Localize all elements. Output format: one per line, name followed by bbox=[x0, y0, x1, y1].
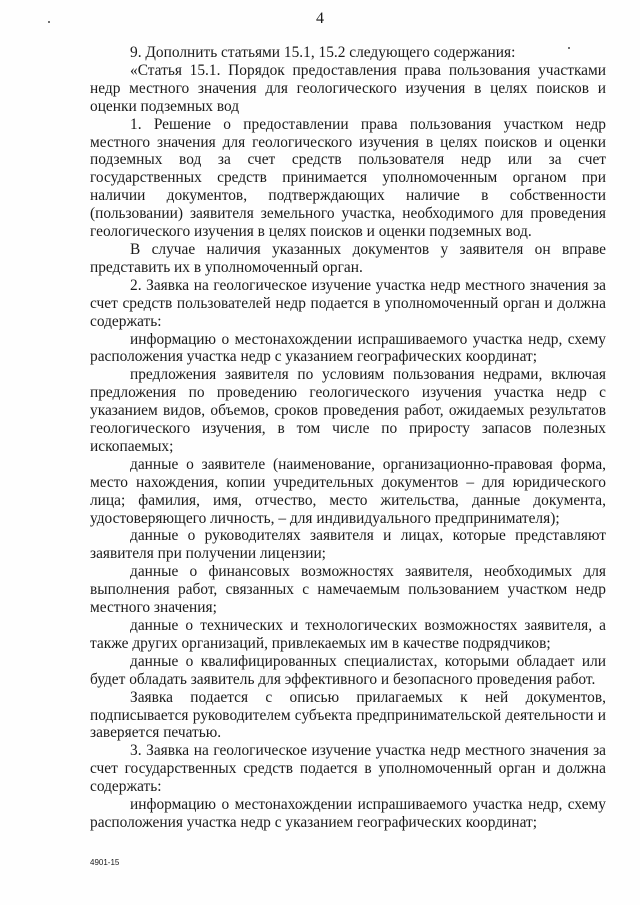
paragraph-managers-data: данные о руководителях заявителя и лицах, которые представляют заявителя при получении лицензии; bbox=[90, 527, 606, 563]
document-code: 4901-15 bbox=[90, 858, 120, 867]
paragraph-financial-data: данные о финансовых возможностях заявителя, необходимых для выполнения работ, связанных с намечаемым пользованием участком недр местного значения; bbox=[90, 563, 606, 617]
paragraph-technical-data: данные о технических и технологических возможностях заявителя, а также других организаций, привлекаемых им в качестве подрядчиков; bbox=[90, 617, 606, 652]
paragraph-applicant-data: данные о заявителе (наименование, организационно-правовая форма, место нахождения, копии учредительных документов – для юридического лица; фамилия, имя, отчество, место жительства, данные документа, удостоверяющего личность, – для индивидуального предпринимателя); bbox=[90, 455, 606, 527]
paragraph-proposals: предложения заявителя по условиям пользования недрами, включая предложения по проведению геологического изучения участка недр с указанием видов, объемов, сроков проведения работ, ожидаемых результатов геологического изучения, в том числе по приросту запасов полезных ископаемых; bbox=[90, 366, 606, 455]
paragraph-location-info-2: информацию о местонахождении испрашиваемого участка недр, схему расположения участка недр с указанием географических координат; bbox=[90, 796, 606, 831]
paragraph-article-title: «Статья 15.1. Порядок предоставления права пользования участками недр местного значения для геологического изучения в целях поисков и оценки подземных вод bbox=[90, 61, 606, 115]
scan-speck bbox=[568, 47, 570, 49]
paragraph-amendment-intro: 9. Дополнить статьями 15.1, 15.2 следующего содержания: bbox=[130, 44, 516, 61]
page-number: 4 bbox=[316, 10, 324, 27]
paragraph-location-info: информацию о местонахождении испрашиваемого участка недр, схему расположения участка недр с указанием географических координат; bbox=[90, 330, 606, 366]
paragraph-application-inventory: Заявка подается с описью прилагаемых к ней документов, подписывается руководителем субъекта предпринимательской деятельности и заверяется печатью. bbox=[90, 688, 606, 742]
document-body bbox=[90, 44, 606, 832]
paragraph-clause-3: 3. Заявка на геологическое изучение участка недр местного значения за счет государственных средств подается в уполномоченный орган и должна содержать: bbox=[90, 742, 606, 796]
paragraph-documents-note: В случае наличия указанных документов у заявителя он вправе представить их в уполномоченный орган. bbox=[90, 240, 606, 276]
paragraph-clause-2: 2. Заявка на геологическое изучение участка недр местного значения за счет средств пользователей недр подается в уполномоченный орган и должна содержать: bbox=[90, 276, 606, 330]
paragraph-specialists-data: данные о квалифицированных специалистах, которыми обладает или будет обладать заявитель для эффективного и безопасного проведения работ. bbox=[90, 652, 606, 688]
paragraph-clause-1: 1. Решение о предоставлении права пользования участком недр местного значения для геологического изучения в целях поисков и оценки подземных вод за счет средств пользователя недр или за счет государственных средств принимается уполномоченным органом при наличии документов, подтверждающих наличие в собственности (пользовании) заявителя земельного участка, необходимого для проведения геологического изучения в целях поисков и оценки подземных вод. bbox=[90, 115, 606, 241]
scan-speck bbox=[48, 21, 50, 23]
